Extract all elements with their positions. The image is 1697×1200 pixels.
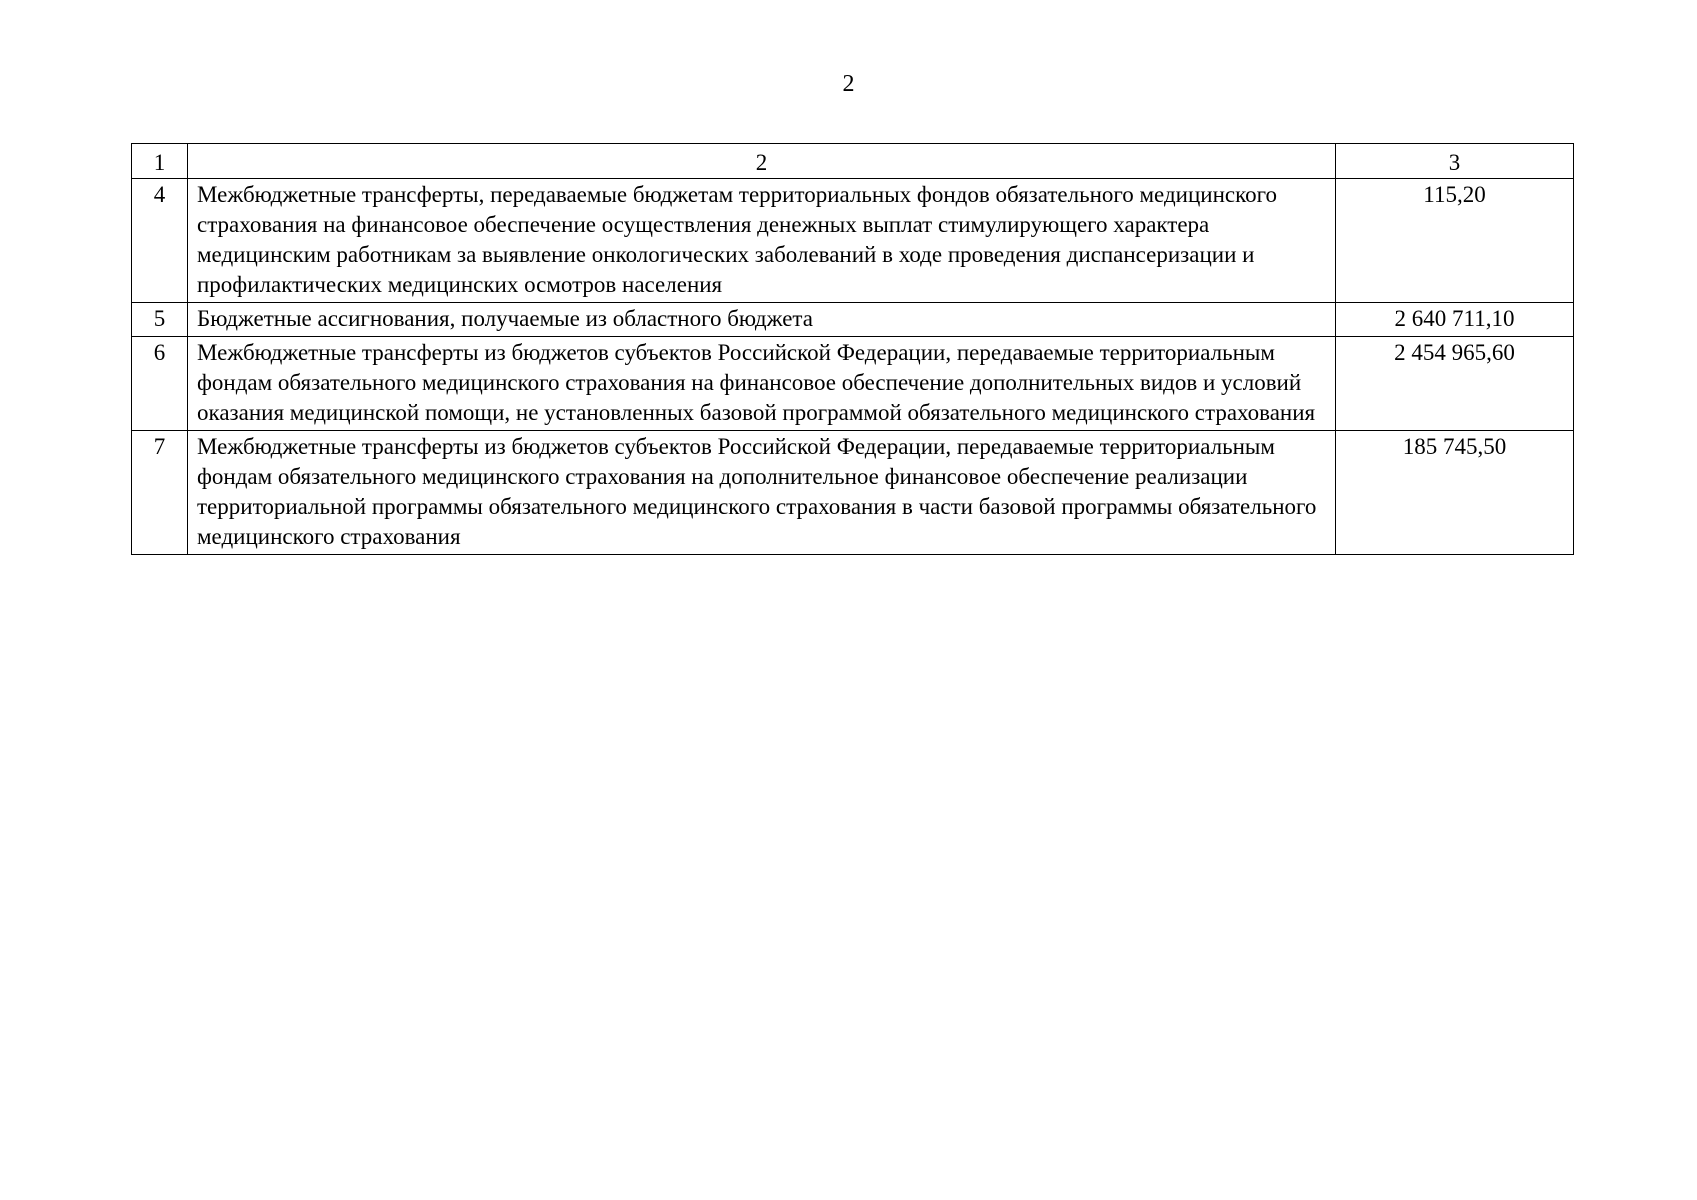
row-description: Межбюджетные трансферты, передаваемые бюджетам территориальных фондов обязательного медицинского страхования на финансовое обеспечение осуществления денежных выплат стимулирующего характера медицинским работникам за выявление онкологических заболеваний в ходе проведения диспансеризации и профилактических медицинских осмотров населения [188,179,1336,303]
row-number: 7 [132,431,188,555]
row-description: Бюджетные ассигнования, получаемые из областного бюджета [188,303,1336,337]
row-description: Межбюджетные трансферты из бюджетов субъектов Российской Федерации, передаваемые территориальным фондам обязательного медицинского страхования на дополнительное финансовое обеспечение реализации территориальной программы обязательного медицинского страхования в части базовой программы обязательного медицинского страхования [188,431,1336,555]
table-row [132,179,1574,303]
row-amount: 2 640 711,10 [1336,303,1574,337]
table-header-row [132,144,1574,179]
header-cell-1: 1 [132,144,188,179]
row-number: 5 [132,303,188,337]
page-number: 2 [842,71,855,97]
table-row [132,431,1574,555]
data-table [131,143,1574,555]
header-cell-2: 2 [188,144,1336,179]
row-description: Межбюджетные трансферты из бюджетов субъектов Российской Федерации, передаваемые территориальным фондам обязательного медицинского страхования на финансовое обеспечение дополнительных видов и условий оказания медицинской помощи, не установленных базовой программой обязательного медицинского страхования [188,337,1336,431]
row-amount: 2 454 965,60 [1336,337,1574,431]
row-number: 4 [132,179,188,303]
header-cell-3: 3 [1336,144,1574,179]
table-row [132,303,1574,337]
table-row [132,337,1574,431]
row-amount: 185 745,50 [1336,431,1574,555]
row-number: 6 [132,337,188,431]
row-amount: 115,20 [1336,179,1574,303]
